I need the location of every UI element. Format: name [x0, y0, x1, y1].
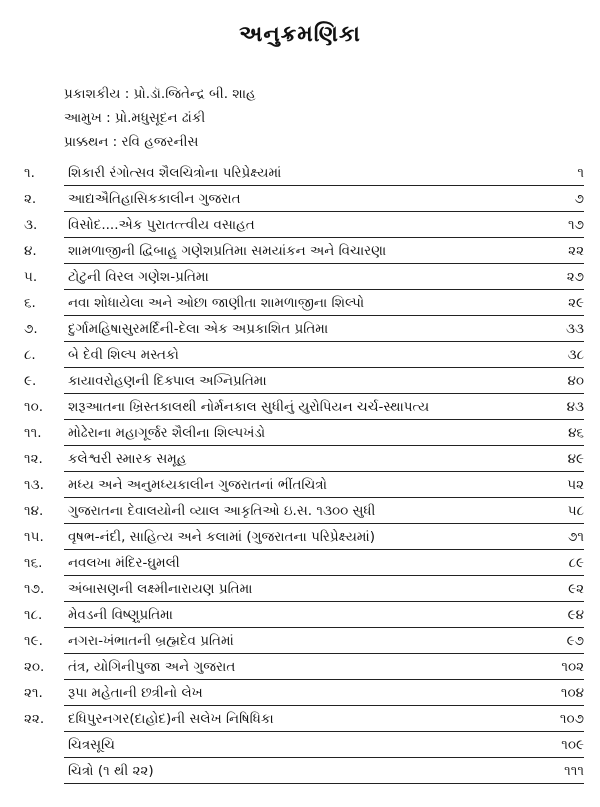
entry-divider: [64, 289, 584, 290]
entry-page: ૧૭: [568, 217, 584, 233]
entry-divider: [64, 263, 584, 264]
page-title: અનુક્રમણિકા: [239, 22, 361, 47]
entry-divider: [64, 653, 584, 654]
entry-title: કલેશ્વરી સ્મારક સમૂહ: [68, 451, 187, 467]
entry-number: ૧૧.: [24, 425, 42, 441]
entry-title: ગુજરાતના દેવાલયોની વ્યાલ આકૃતિઓ ઇ.સ. ૧૩૦૦ સુધી: [68, 503, 376, 519]
entry-number: ૧૩.: [24, 477, 44, 493]
entry-divider: [64, 341, 584, 342]
entry-divider: [64, 393, 584, 394]
entry-page: ૪૩: [566, 399, 584, 415]
entry-title: આદ્યઐતિહાસિકકાલીન ગુજરાત: [68, 191, 241, 207]
entry-title: ટોટુની વિરલ ગણેશ-પ્રતિમા: [68, 269, 209, 285]
entry-divider: [64, 367, 584, 368]
front-matter-label: પ્રકાશકીય :: [64, 86, 130, 102]
entry-page: ૧૦૭: [559, 711, 584, 727]
entry-number: ૯.: [24, 373, 37, 389]
entry-divider: [64, 211, 584, 212]
entry-page: ૯૨: [568, 581, 584, 597]
entry-page: ૭૧: [568, 529, 584, 545]
entry-title: દધિપુરનગર(દાહોદ)ની સલેખ નિષિધિકા: [68, 711, 274, 727]
entry-page: ૨૨: [568, 243, 584, 259]
entry-title: નવા શોધાયેલા અને ઓછા જાણીતા શામળાજીના શિલ્પો: [68, 295, 365, 311]
entry-title: ચિત્રો (૧ થી ૨૨): [68, 763, 154, 779]
entry-page: ૫૨: [567, 477, 584, 493]
entry-divider: [64, 601, 584, 602]
entry-page: ૫૮: [567, 503, 584, 519]
entry-number: ૧૦.: [24, 399, 44, 415]
entry-divider: [64, 549, 584, 550]
front-matter-value: પ્રો.મધુસૂદન ઢાંકી: [114, 110, 206, 126]
entry-divider: [64, 627, 584, 628]
entry-page: ૯૭: [566, 633, 584, 649]
entry-divider: [64, 731, 584, 732]
entry-title: શામળાજીની દ્વિબાહુ ગણેશપ્રતિમા સમયાંકન અને વિચારણા: [68, 243, 387, 259]
front-matter-label: આમુખ :: [64, 110, 111, 126]
entry-title: મોઢેરાના મહાગૂર્જર શૈલીના શિલ્પખંડો: [68, 425, 266, 441]
entry-page: ૮૯: [568, 555, 584, 571]
entry-divider: [64, 679, 584, 680]
entry-number: ૨૧.: [24, 685, 43, 701]
entry-title: રૂપા મહેતાની છત્રીનો લેખ: [68, 685, 203, 701]
entry-divider: [64, 575, 584, 576]
front-matter-row: [64, 110, 205, 126]
front-matter-value: રવિ હજરનીસ: [121, 134, 199, 150]
entry-page: ૩૩: [566, 321, 584, 337]
entry-divider: [64, 523, 584, 524]
entry-divider: [64, 497, 584, 498]
front-matter-row: [64, 134, 198, 150]
entry-number: ૧.: [24, 165, 35, 181]
entry-page: ૧૦૯: [561, 737, 584, 753]
entry-page: ૪૦: [567, 373, 584, 389]
entry-title: બે દેવી શિલ્પ મસ્તકો: [68, 347, 179, 363]
entry-number: ૮.: [24, 347, 36, 363]
entry-divider: [64, 471, 584, 472]
entry-title: વિસોદ....એક પુરાતત્ત્વીય વસાહત: [68, 217, 255, 233]
entry-title: શરૂઆતના ખ્રિસ્તકાલથી નોર્મનકાલ સુધીનું યુરોપિયન ચર્ચ-સ્થાપત્ય: [68, 399, 430, 415]
entry-page: ૧૦૪: [560, 685, 584, 701]
entry-page: ૪૬: [568, 425, 584, 441]
entry-title: મધ્ય અને અનુમધ્યકાલીન ગુજરાતનાં ભીંતચિત્રો: [68, 477, 327, 493]
entry-page: ૪૯: [567, 451, 584, 467]
entry-divider: [64, 237, 584, 238]
entry-title: દુર્ગામહિષાસુરમર્દિની-દેલા એક અપ્રકાશિત પ્રતિમા: [68, 321, 329, 337]
entry-number: ૧૭.: [24, 581, 45, 597]
entry-divider: [64, 185, 584, 186]
entry-number: ૧૯.: [24, 633, 43, 649]
entry-page: ૩૮: [567, 347, 584, 363]
entry-number: ૨૨.: [24, 711, 45, 727]
entry-title: નવલખા મંદિર-ઘુમલી: [68, 555, 180, 571]
entry-number: ૧૪.: [24, 503, 44, 519]
entry-number: ૬.: [24, 295, 36, 311]
entry-page: ૭: [574, 191, 584, 207]
entry-number: ૧૫.: [24, 529, 44, 545]
entry-number: ૧૨.: [24, 451, 43, 467]
entry-page: ૧: [577, 165, 584, 181]
entry-page: ૨૭: [566, 269, 584, 285]
front-matter-row: [64, 86, 256, 102]
entry-number: ૭.: [24, 321, 38, 337]
entry-title: શિકારી રંગોત્સવ શૈલચિત્રોના પરિપ્રેક્ષ્યમાં: [68, 165, 282, 181]
entry-divider: [64, 445, 584, 446]
entry-divider: [64, 757, 584, 758]
entry-divider: [64, 783, 584, 784]
entry-page: ૨૯: [568, 295, 584, 311]
entry-number: ૨.: [24, 191, 37, 207]
front-matter-value: પ્રો.ડૉ.જિતેન્દ્ર બી. શાહ: [133, 86, 256, 102]
entry-title: મેવડની વિષ્ણુપ્રતિમા: [68, 607, 173, 623]
entry-number: ૧૮.: [24, 607, 43, 623]
entry-divider: [64, 705, 584, 706]
entry-title: તંત્ર, યોગિનીપુજા અને ગુજરાત: [68, 659, 236, 675]
entry-title: અંબાસણની લક્ષ્મીનારાયણ પ્રતિમા: [68, 581, 253, 597]
entry-number: ૫.: [24, 269, 38, 285]
entry-page: ૧૦૨: [561, 659, 584, 675]
entry-divider: [64, 315, 584, 316]
entry-title: ચિત્રસૂચિ: [68, 737, 115, 753]
front-matter-label: પ્રાક્કથન :: [64, 134, 118, 150]
entry-title: કાયાવરોહણની દિક્પાલ અગ્નિપ્રતિમા: [68, 373, 267, 389]
entry-page: ૯૪: [567, 607, 584, 623]
entry-divider: [64, 419, 584, 420]
entry-number: ૧૬.: [24, 555, 43, 571]
entry-title: વૃષભ-નંદી, સાહિત્ય અને કલામાં (ગુજરાતના પરિપ્રેક્ષ્યમાં): [68, 529, 375, 545]
entry-number: ૩.: [24, 217, 38, 233]
entry-page: ૧૧૧: [564, 763, 584, 779]
entry-number: ૪.: [24, 243, 37, 259]
entry-number: ૨૦.: [24, 659, 45, 675]
entry-title: નગરા-ખંભાતની બ્રહ્મદેવ પ્રતિમાં: [68, 633, 234, 649]
